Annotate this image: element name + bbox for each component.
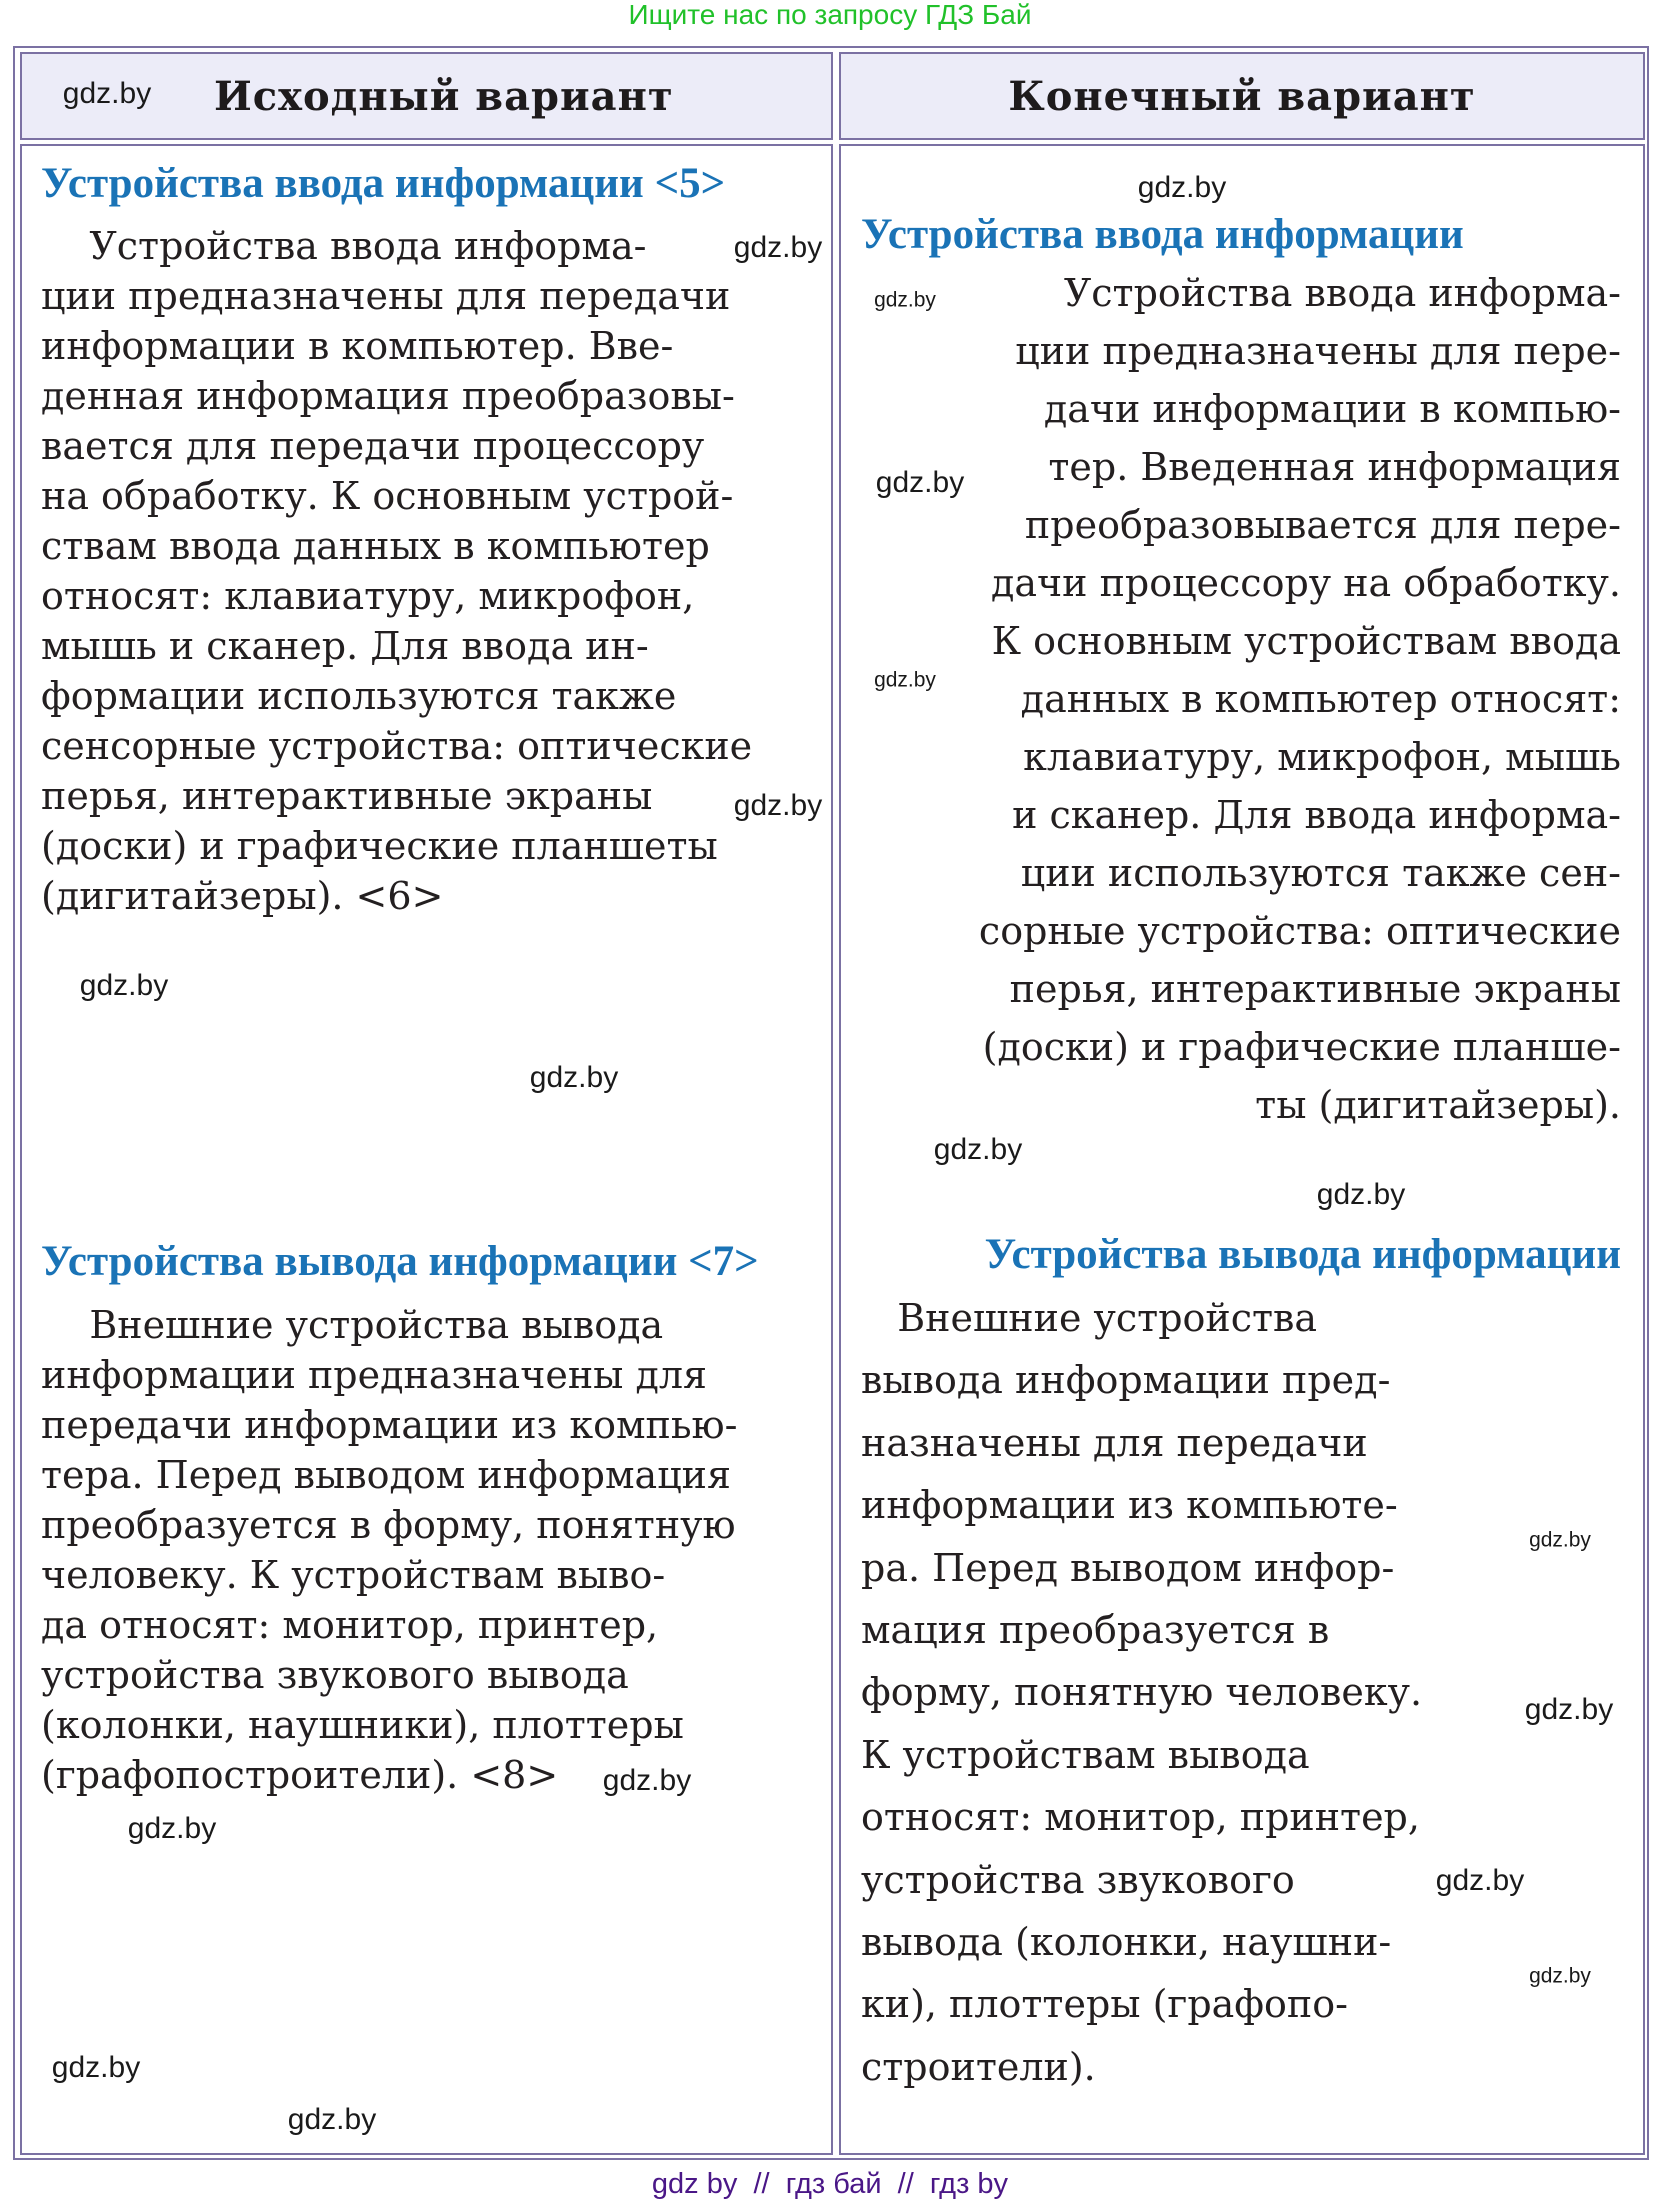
text-line: данных в компьютер относят:: [1020, 677, 1621, 721]
text-line: ции предназначены для пере-: [1015, 329, 1621, 373]
text-line: мация преобразуется в: [861, 1608, 1330, 1653]
text-line: ствам ввода данных в компьютер: [41, 524, 710, 568]
final-input-text: [861, 264, 1621, 1134]
text-line: денная информация преобразовы-: [41, 374, 735, 418]
final-input-heading: Устройства ввода информации: [861, 211, 1464, 258]
text-line: Внешние устройства: [861, 1296, 1318, 1340]
watermark: gdz.by: [1524, 1693, 1614, 1726]
watermark: gdz.by: [62, 77, 152, 110]
text-line: и сканер. Для ввода информа-: [1012, 793, 1621, 837]
text-line: строители).: [861, 2044, 1096, 2089]
watermark: gdz.by: [733, 231, 823, 264]
text-line: мышь и сканер. Для ввода ин-: [41, 624, 649, 668]
final-output-text: [861, 1287, 1422, 2098]
text-line: вывода (колонки, наушни-: [861, 1920, 1392, 1965]
text-line: человеку. К устройствам выво-: [41, 1553, 666, 1597]
watermark: gdz.by: [1529, 1528, 1591, 1552]
text-line: Внешние устройства вывода: [41, 1303, 664, 1347]
text-line: ты (дигитайзеры).: [1255, 1083, 1621, 1127]
original-input-heading: Устройства ввода информации <5>: [41, 160, 726, 207]
header-cell-final: [839, 52, 1645, 140]
original-output-text: [41, 1300, 737, 1800]
watermark: gdz.by: [875, 466, 965, 499]
text-line: передачи информации из компью-: [41, 1403, 738, 1447]
text-line: перья, интерактивные экраны: [1009, 967, 1621, 1011]
final-output-heading: Устройства вывода информации: [984, 1231, 1621, 1278]
text-line: вается для передачи процессору: [41, 424, 705, 468]
text-line: (колонки, наушники), плоттеры: [41, 1703, 684, 1747]
top-search-note: Ищите нас по запросу ГДЗ Бай: [628, 0, 1032, 30]
text-line: ции предназначены для передачи: [41, 274, 731, 318]
text-line: Устройства ввода информа-: [1063, 271, 1621, 315]
text-line: ции используются также сен-: [1020, 851, 1621, 895]
text-line: перья, интерактивные экраны: [41, 774, 653, 818]
text-line: К основным устройствам ввода: [991, 619, 1621, 663]
watermark: gdz.by: [79, 969, 169, 1002]
text-line: форму, понятную человеку.: [861, 1670, 1423, 1715]
text-line: преобразовывается для пере-: [1024, 503, 1621, 547]
text-line: (графопостроители). <8>: [41, 1753, 559, 1797]
text-line: да относят: монитор, принтер,: [41, 1603, 659, 1647]
text-line: преобразуется в форму, понятную: [41, 1503, 736, 1547]
text-line: информации из компьюте-: [861, 1483, 1398, 1528]
watermark: gdz.by: [602, 1764, 692, 1797]
watermark: gdz.by: [1316, 1178, 1406, 1211]
text-line: устройства звукового вывода: [41, 1653, 629, 1697]
text-line: формации используются также: [41, 674, 677, 718]
header-final-title: Конечный вариант: [1008, 72, 1476, 120]
text-line: Устройства ввода информа-: [41, 224, 647, 268]
text-line: на обработку. К основным устрой-: [41, 474, 734, 518]
text-line: относят: клавиатуру, микрофон,: [41, 574, 695, 618]
text-line: (доски) и графические планше-: [982, 1025, 1621, 1069]
text-line: (дигитайзеры). <6>: [41, 874, 444, 918]
text-line: дачи информации в компью-: [1043, 387, 1621, 431]
text-line: тер. Введенная информация: [1048, 445, 1621, 489]
watermark: gdz.by: [874, 288, 936, 312]
text-line: сорные устройства: оптические: [978, 909, 1621, 953]
watermark: gdz.by: [1137, 171, 1227, 204]
text-line: сенсорные устройства: оптические: [41, 724, 753, 768]
original-output-heading: Устройства вывода информации <7>: [41, 1238, 759, 1285]
watermark: gdz.by: [874, 668, 936, 692]
text-line: информации предназначены для: [41, 1353, 707, 1397]
text-line: тера. Перед выводом информация: [41, 1453, 731, 1497]
text-line: (доски) и графические планшеты: [41, 824, 718, 868]
watermark: gdz.by: [1435, 1864, 1525, 1897]
text-line: ки), плоттеры (графопо-: [861, 1982, 1348, 2027]
watermark: gdz.by: [287, 2103, 377, 2136]
text-line: К устройствам вывода: [861, 1732, 1310, 1777]
text-line: клавиатуру, микрофон, мышь: [1023, 735, 1621, 779]
watermark: gdz.by: [933, 1133, 1023, 1166]
header-original-title: Исходный вариант: [214, 72, 674, 120]
text-line: назначены для передачи: [861, 1420, 1368, 1465]
text-line: устройства звукового: [861, 1857, 1295, 1902]
watermark: gdz.by: [529, 1061, 619, 1094]
text-line: информации в компьютер. Вве-: [41, 324, 674, 368]
watermark: gdz.by: [1529, 1964, 1591, 1988]
text-line: ра. Перед выводом инфор-: [861, 1545, 1395, 1590]
text-line: дачи процессору на обработку.: [990, 561, 1621, 605]
text-line: относят: монитор, принтер,: [861, 1795, 1420, 1840]
footer-links: gdz by // гдз бай // гдз by: [651, 2168, 1009, 2200]
watermark: gdz.by: [733, 789, 823, 822]
watermark: gdz.by: [51, 2051, 141, 2084]
watermark: gdz.by: [127, 1812, 217, 1845]
original-input-text: [41, 221, 752, 921]
text-line: вывода информации пред-: [861, 1358, 1391, 1403]
